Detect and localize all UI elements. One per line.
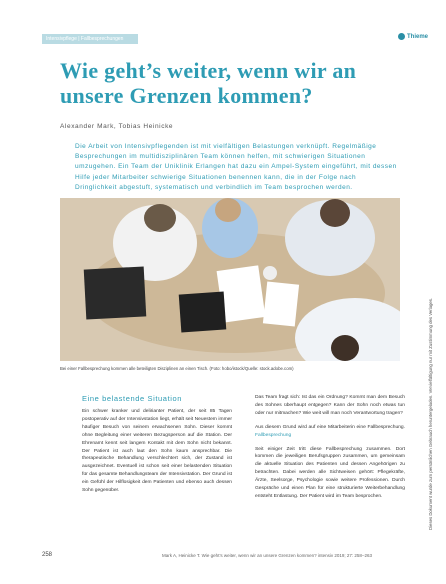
- section-tag: Intensivpflege | Fallbesprechungen: [42, 34, 138, 44]
- section-heading: Eine belastende Situation: [82, 394, 183, 403]
- page-footer: [42, 552, 412, 562]
- journal-citation: Mark A, Heinicke T. Wie geht’s weiter, wenn wir an unsere Grenzen kommen? intensiv 2019; 27: 258–263: [162, 553, 372, 558]
- photo-caption: Bei einer Fallbesprechung kommen alle beteiligten Disziplinen an einen Tisch. (Foto: hobo/istock/Quelle: stock.adobe.com): [60, 366, 294, 371]
- article-lead: Die Arbeit von Intensivpflegenden ist mit vielfältigen Belastungen verknüpft. Regelmäßige Besprechungen im multidisziplinären Team können helfen, mit schwierigen Situationen umzugehen. Ein Team der Uniklinik Erlangen hat dazu ein Ampel-System eingeführt, mit dessen Hilfe jeder Mitarbeiter schwierige Situationen benennen kann, die in der Folge nach Dringlichkeit abgestuft, systematisch und verbindlich im Team besprochen werden.: [75, 143, 397, 191]
- article-authors: Alexander Mark, Tobias Heinicke: [60, 123, 174, 130]
- left-column: [82, 394, 232, 495]
- body-paragraph: Ein schwer kranker und delirianter Patient, der seit 85 Tagen postoperativ auf der Intensivstation liegt, erhält seit Neuestem immer häufiger Besuch von seinem erwachsenen Sohn. Dieser kommt ohne Begleitung einer weiteren Bezugsperson auf die Station. Der Ehrenamt kennt seit langem Kontakt mit dem Sohn nicht bekannt. Der Patient ist auch laut den Sohn kaum ansprechbar. Die therapeutische Behandlung verschlechtert sich, der Zustand ist ausgezeichnet. Eventuell ist schon seit einer belastenden Situation für das gesamte Behandlungsteam der Intensivstation. Der Grund ist ein Gefühl der Hilflosigkeit dem Patienten und ebenso auch dessen Sohn gegenüber.: [82, 409, 232, 494]
- article-title: Wie geht’s weiter, wenn wir an unsere Grenzen kommen?: [60, 58, 357, 108]
- body-paragraph: [255, 424, 405, 440]
- body-paragraph: Das Team fragt sich: Ist das ein Ordnung? Kommt man dem Besuch des Sohnes überhaupt entgegen? Kann der Sohn noch etwas tun oder nur mitmachen? Wie weit will man noch Verantwortung tragen?: [255, 395, 405, 416]
- publisher-logo-icon: [398, 33, 405, 40]
- body-paragraph: Seit einiger Zeit tritt diese Fallbesprechung zusammen. Dort kommen die jeweiligen Berufsgruppen zusammen, um gemeinsam die aktuelle Situation des Patienten und dessen Angehörigen zu betrachten. Dabei werden alle Sichtweisen gehört: Pflegekräfte, Ärzte, Seelsorge, Psychologie sowie weitere Professionen. Durch Gespräche und einen Plan für eine strukturierte Weiterbehandlung entsteht Entlastung. Der Patient wird im Team besprochen.: [255, 446, 405, 499]
- article-photo: [60, 198, 400, 361]
- publisher-name: Thieme: [406, 34, 428, 41]
- page-number: 258: [42, 552, 53, 558]
- body-text-span: Aus diesem Grund wird auf eine Mitarbeiterin eine Fallbesprechung.: [255, 424, 405, 430]
- fallbesprechung-link[interactable]: Fallbesprechung: [255, 432, 292, 438]
- publisher-logo: [398, 33, 428, 40]
- copyright-side-note: Dieses Dokument wurde zum persönlichen Gebrauch heruntergeladen. Vervielfältigung nur mit Zustimmung des Verlages.: [428, 297, 433, 530]
- right-column: [255, 394, 405, 501]
